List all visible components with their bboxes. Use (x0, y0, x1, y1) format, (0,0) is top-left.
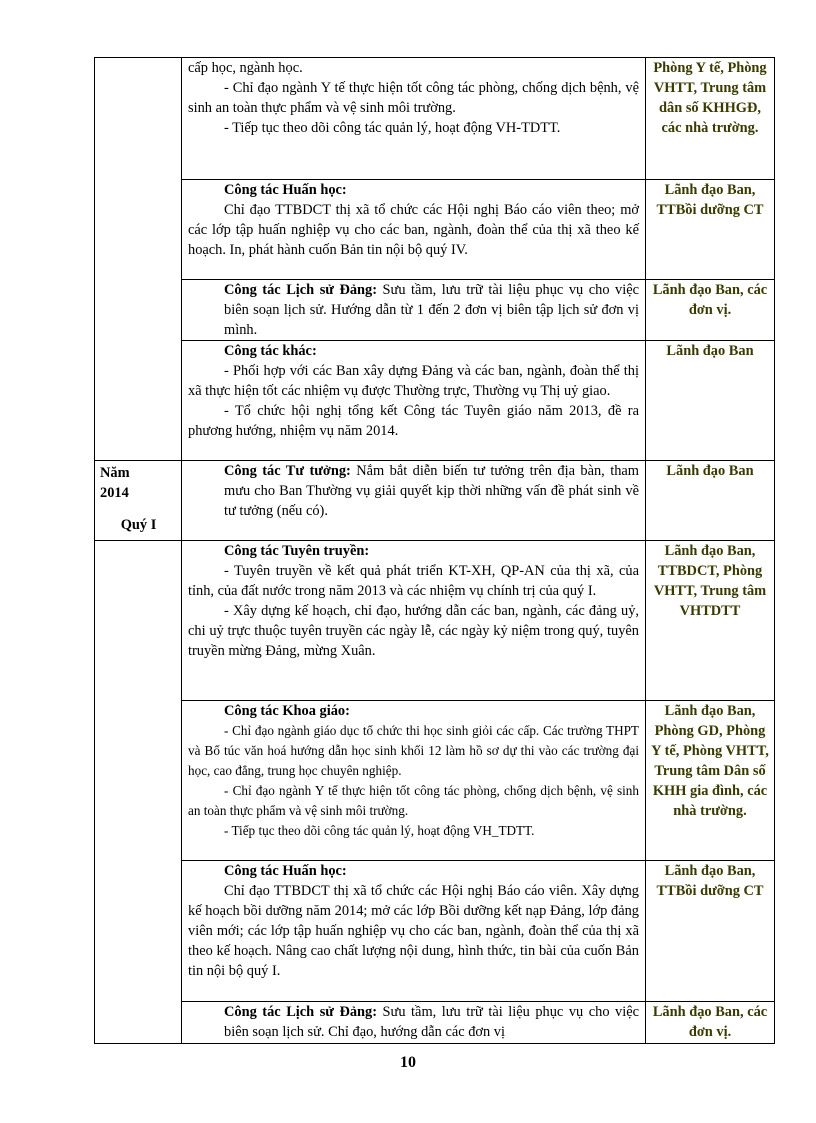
section-title: Công tác khác: (224, 343, 317, 359)
paragraph: - Chỉ đạo ngành Y tế thực hiện tốt công tác phòng, chống dịch bệnh, vệ sinh an toàn thực phẩm và vệ sinh môi trường. (188, 80, 639, 116)
responsible-cell: Lãnh đạo Ban, các đơn vị. (646, 280, 775, 341)
table-row (95, 180, 775, 280)
time-cell (95, 58, 182, 461)
responsible-cell: Lãnh đạo Ban, Phòng GD, Phòng Y tế, Phòng VHTT, Trung tâm Dân số KHH gia đình, các nhà trường. (646, 701, 775, 861)
content-cell (182, 861, 646, 1002)
section-title: Công tác Tuyên truyền: (224, 543, 370, 559)
responsible-cell: Lãnh đạo Ban (646, 461, 775, 541)
responsible-cell: Lãnh đạo Ban, TTBDCT, Phòng VHTT, Trung tâm VHTDTT (646, 541, 775, 701)
time-cell (95, 461, 182, 541)
paragraph: - Chỉ đạo ngành Y tế thực hiện tốt công tác phòng, chống dịch bệnh, vệ sinh an toàn thực phẩm và vệ sinh môi trường. (188, 783, 639, 818)
paragraph: - Xây dựng kế hoạch, chỉ đạo, hướng dẫn các ban, ngành, các đảng uỷ, chi uỷ trực thuộc tuyên truyền các ngày lễ, các ngày kỷ niệm trong quý, tuyên truyền mừng Đảng, mừng Xuân. (188, 603, 639, 659)
section-title-text: Nắm bắt diễn biến tư tưởng trên địa bàn, tham mưu cho Ban Thường vụ giải quyết kịp thời những vấn đề phát sinh về tư tưởng (nếu có). (224, 463, 639, 519)
paragraph: - Tiếp tục theo dõi công tác quản lý, hoạt động VH_TDTT. (224, 823, 535, 838)
section-title: Công tác Huấn học: (224, 863, 347, 879)
table-row (95, 58, 775, 180)
responsible-cell: Phòng Y tế, Phòng VHTT, Trung tâm dân số KHHGĐ, các nhà trường. (646, 58, 775, 180)
paragraph: - Phối hợp với các Ban xây dựng Đảng và các ban, ngành, đoàn thể thị xã thực hiện tốt các nhiệm vụ được Thường trực, Thường vụ Thị uỷ giao. (188, 363, 639, 399)
paragraph: Chỉ đạo TTBDCT thị xã tổ chức các Hội nghị Báo cáo viên. Xây dựng kế hoạch bồi dưỡng năm 2014; mở các lớp Bồi dưỡng kết nạp Đảng, lớp đảng viên mới; các lớp tập huấn nghiệp vụ cho các ban, ngành, đoàn thể của thị xã theo kế hoạch. Nâng cao chất lượng nội dung, hình thức, tin bài của cuốn Bản tin nội bộ quý I. (188, 883, 639, 979)
section-title (188, 461, 639, 521)
responsible-cell: Lãnh đạo Ban, các đơn vị. (646, 1002, 775, 1044)
quarter-label: Quý I (120, 517, 157, 533)
content-cell (182, 1002, 646, 1044)
section-title-label: Công tác Lịch sử Đảng: (224, 282, 378, 298)
responsible-cell: Lãnh đạo Ban, TTBồi dưỡng CT (646, 180, 775, 280)
section-title-text: Sưu tầm, lưu trữ tài liệu phục vụ cho việc biên soạn lịch sử. Hướng dẫn từ 1 đến 2 đơn vị biên tập lịch sử đơn vị mình. (224, 282, 640, 338)
table-row (95, 1002, 775, 1044)
responsible-cell: Lãnh đạo Ban, TTBồi dưỡng CT (646, 861, 775, 1002)
content-cell (182, 701, 646, 861)
year-label: Năm 2014 (100, 465, 130, 501)
section-title-text: Sưu tầm, lưu trữ tài liệu phục vụ cho việc biên soạn lịch sử. Chỉ đạo, hướng dẫn các đơn vị (224, 1004, 640, 1040)
section-title: Công tác Khoa giáo: (224, 703, 350, 719)
time-cell (95, 541, 182, 1044)
content-cell (182, 461, 646, 541)
paragraph: - Tuyên truyền về kết quả phát triển KT-XH, QP-AN của thị xã, của tỉnh, của đất nước trong năm 2013 và các nhiệm vụ chính trị của quý I. (188, 563, 639, 599)
table-row (95, 461, 775, 541)
table-row (95, 280, 775, 341)
paragraph: - Tổ chức hội nghị tổng kết Công tác Tuyên giáo năm 2013, đề ra phương hướng, nhiệm vụ năm 2014. (188, 403, 639, 439)
content-cell (182, 58, 646, 180)
section-title (188, 1002, 639, 1042)
content-cell (182, 280, 646, 341)
content-cell (182, 541, 646, 701)
section-title-label: Công tác Lịch sử Đảng: (224, 1004, 378, 1020)
table-row (95, 861, 775, 1002)
paragraph: cấp học, ngành học. (188, 60, 303, 76)
content-cell (182, 341, 646, 461)
section-title (188, 280, 639, 340)
responsible-cell: Lãnh đạo Ban (646, 341, 775, 461)
content-cell (182, 180, 646, 280)
plan-table (94, 57, 775, 1044)
page-number: 10 (400, 1054, 416, 1071)
paragraph: - Chỉ đạo ngành giáo dục tổ chức thi học sinh giỏi các cấp. Các trường THPT và Bổ túc văn hoá hướng dẫn học sinh khối 12 làm hồ sơ dự thi vào các trường đại học, cao đẳng, trung học chuyên nghiệp. (188, 723, 639, 778)
table-row (95, 341, 775, 461)
paragraph: - Tiếp tục theo dõi công tác quản lý, hoạt động VH-TDTT. (224, 120, 561, 136)
table-row (95, 701, 775, 861)
table-row (95, 541, 775, 701)
section-title: Công tác Huấn học: (224, 182, 347, 198)
paragraph: Chỉ đạo TTBDCT thị xã tổ chức các Hội nghị Báo cáo viên theo; mở các lớp tập huấn nghiệp vụ cho các ban, ngành, đoàn thể của thị xã theo kế hoạch. In, phát hành cuốn Bản tin nội bộ quý IV. (188, 202, 639, 258)
section-title-label: Công tác Tư tưởng: (224, 463, 351, 479)
